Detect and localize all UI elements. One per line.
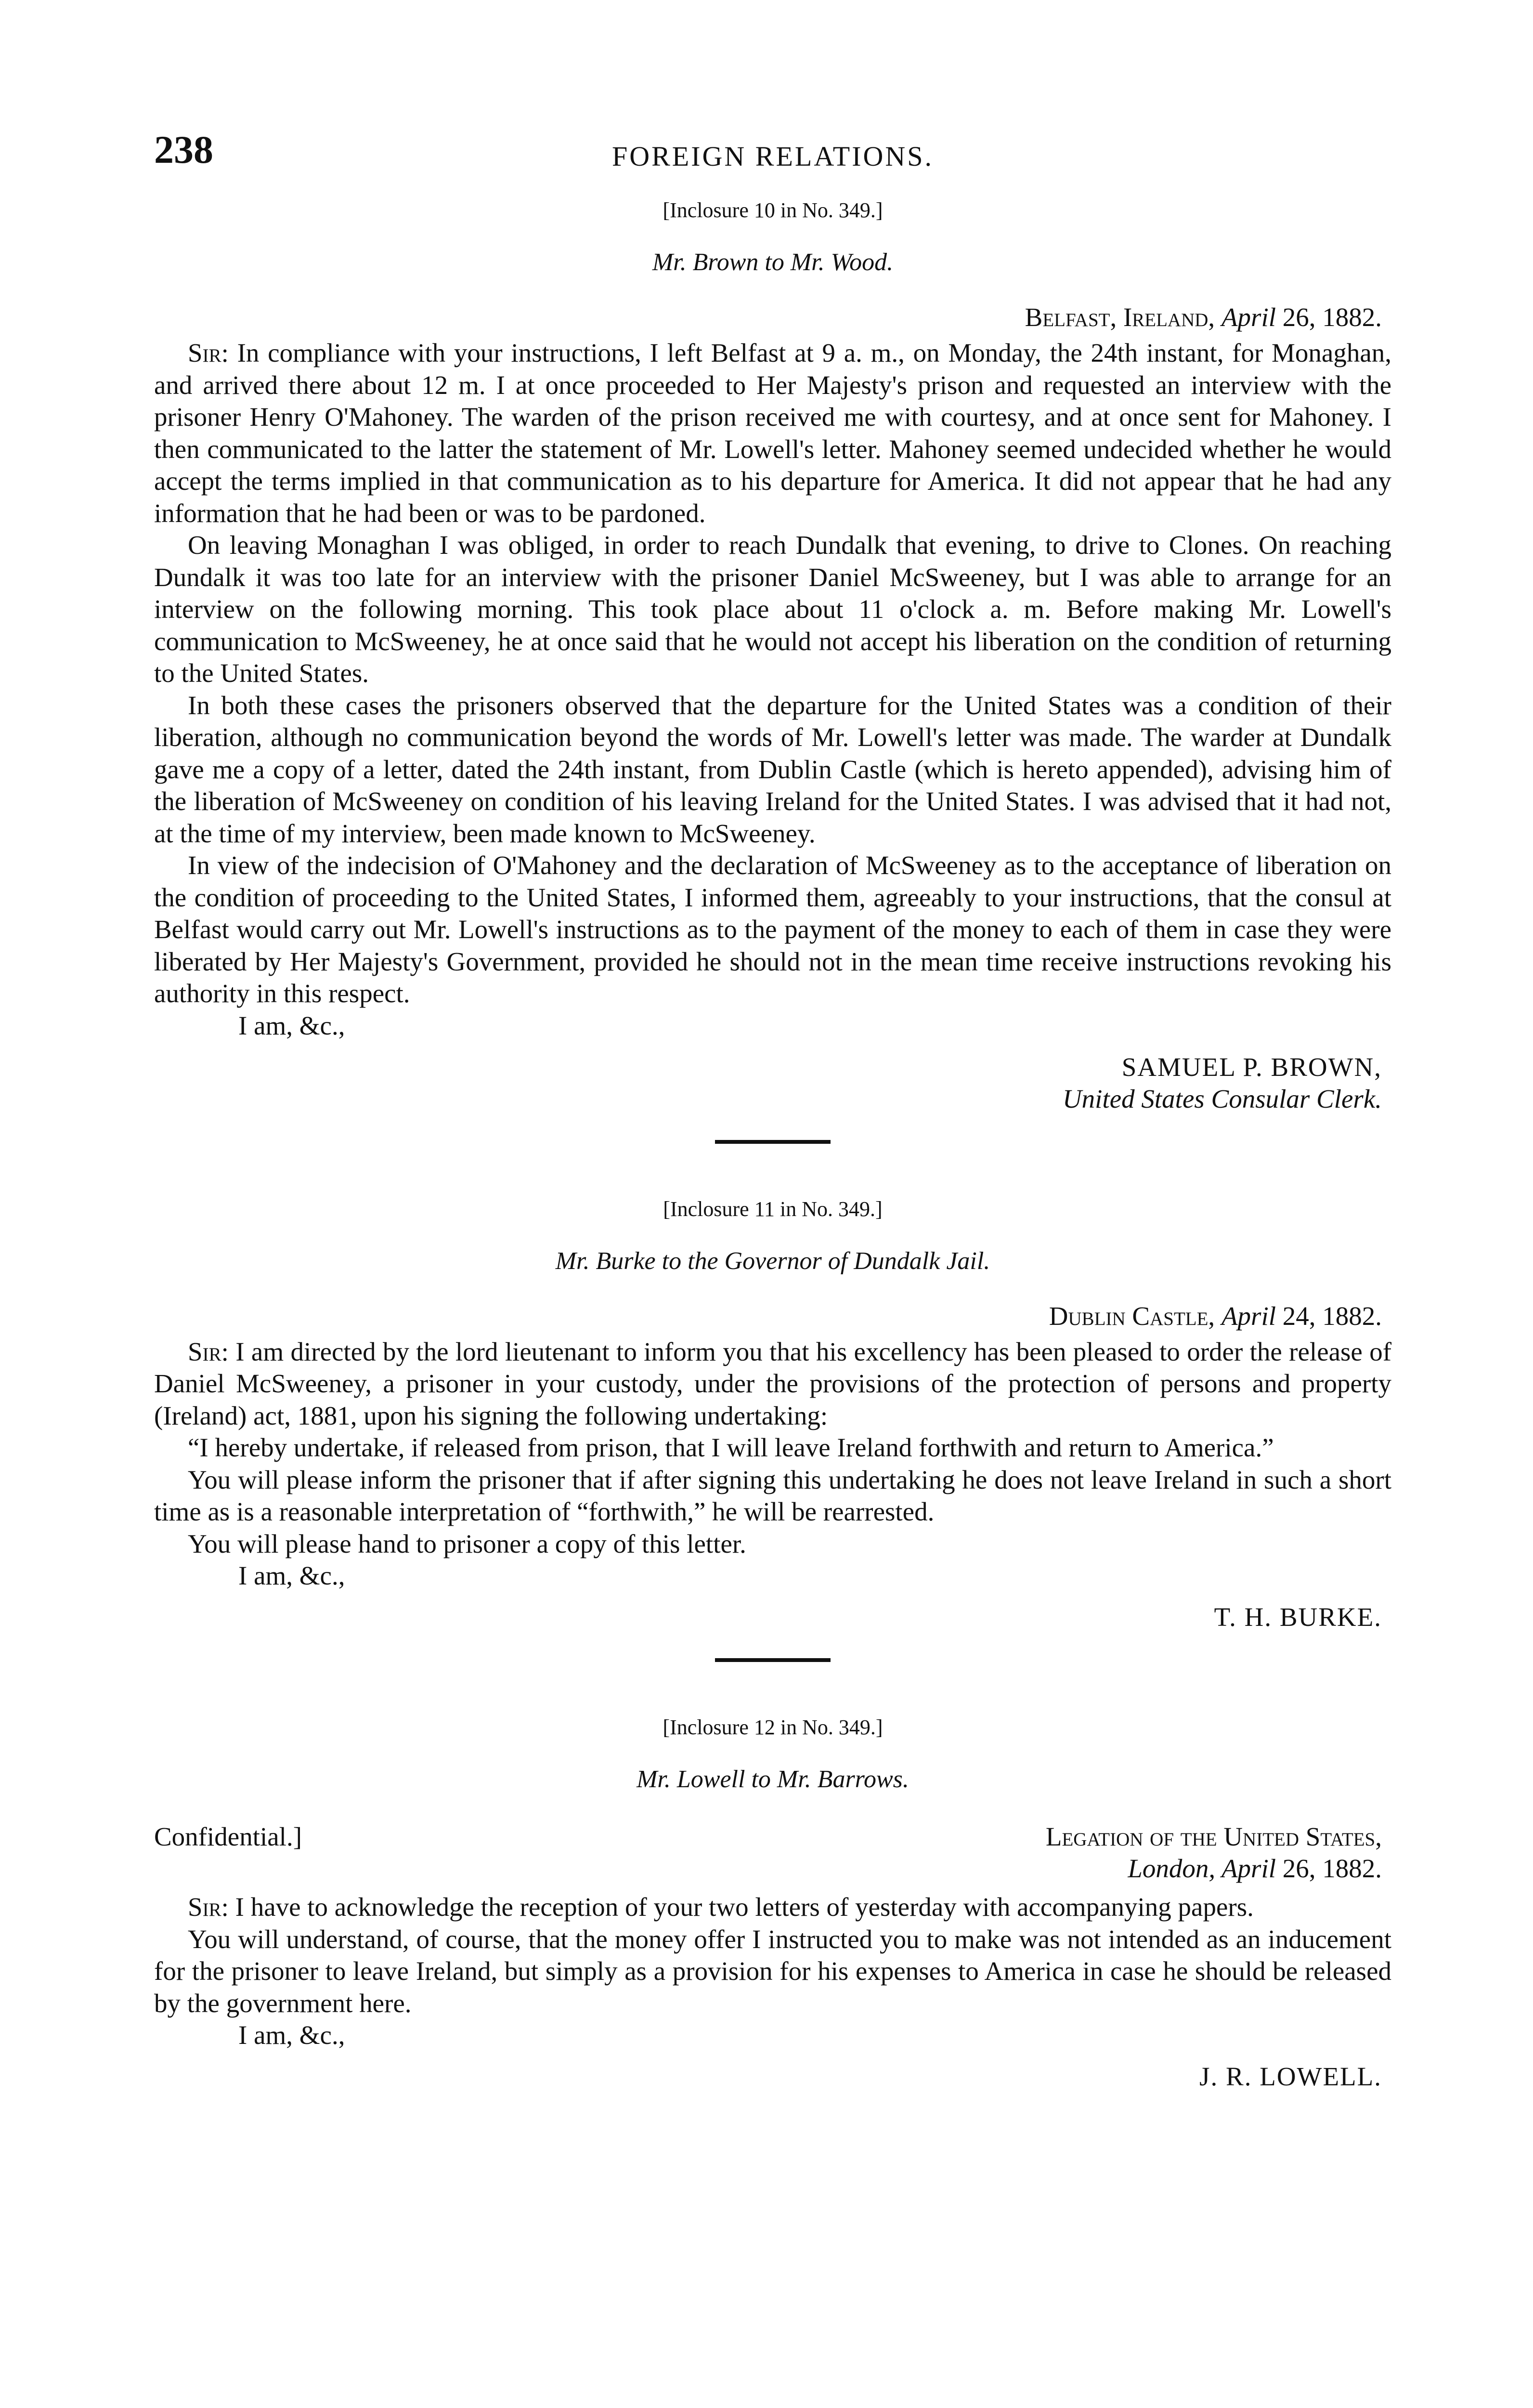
paragraph-text: I have to acknowledge the reception of your two letters of yesterday with accompanying papers. xyxy=(235,1892,1254,1922)
confidential-label: Confidential.] xyxy=(154,1822,302,1851)
closing: I am, &c., xyxy=(238,2020,345,2050)
inclosure-heading: [Inclosure 11 in No. 349.] xyxy=(663,1197,883,1221)
paragraph-text: I am directed by the lord lieutenant to inform you that his excellency has been pleased to order the release of Daniel McSweeney, a prisoner in your custody, under the provisions of the protection of persons and property (Ireland) act, 1881, upon his signing the following undertaking: xyxy=(154,1336,1392,1430)
dateline-date: 24, 1882. xyxy=(1282,1301,1382,1331)
signature: J. R. LOWELL. xyxy=(1199,2062,1382,2091)
page-header xyxy=(154,130,1391,183)
inclosure-heading: [Inclosure 10 in No. 349.] xyxy=(663,198,883,222)
signature: T. H. BURKE. xyxy=(1214,1602,1382,1632)
dateline-city-month: London, April xyxy=(1128,1854,1276,1883)
dateline-month: April xyxy=(1221,302,1276,332)
letter-body xyxy=(154,337,1391,1010)
inclosure-10 xyxy=(154,200,1391,1115)
inclosure-12 xyxy=(154,1717,1391,2093)
quoted-undertaking: “I hereby undertake, if released from prison, that I will leave Ireland forthwith and return to America.” xyxy=(188,1433,1274,1462)
letter-title: Mr. Lowell to Mr. Barrows. xyxy=(637,1766,909,1793)
dateline-place: Dublin Castle, xyxy=(1049,1301,1215,1331)
letter-title: Mr. Brown to Mr. Wood. xyxy=(652,249,894,276)
dateline xyxy=(154,304,1391,330)
paragraph: In view of the indecision of O'Mahoney and the declaration of McSweeney as to the acceptance of liberation on the condition of proceeding to the United States, I informed them, agreeably to your instructions, that the consul at Belfast would carry out Mr. Lowell's instructions as to the payment of the money to each of them in case they were liberated by Her Majesty's Government, provided he should not in the mean time receive instructions revoking his authority in this respect. xyxy=(154,851,1391,1008)
document-page xyxy=(154,130,1391,2093)
running-head: FOREIGN RELATIONS. xyxy=(611,141,934,172)
dateline xyxy=(154,1821,1391,1853)
paragraph xyxy=(154,1891,1391,1924)
closing: I am, &c., xyxy=(238,1561,345,1590)
salutation: Sir: xyxy=(188,1336,229,1366)
page-number: 238 xyxy=(154,128,213,171)
salutation: Sir: xyxy=(188,1892,229,1922)
paragraph: You will please inform the prisoner that if after signing this undertaking he does not leave Ireland in such a short time as is a reasonable interpretation of “forthwith,” he will be rearrested. xyxy=(154,1465,1391,1526)
paragraph-text: In compliance with your instructions, I left Belfast at 9 a. m., on Monday, the 24th instant, for Monaghan, and arrived there about 12 m. I at once proceeded to Her Majesty's prison and requested an interview with the prisoner Henry O'Mahoney. The warden of the prison received me with courtesy, and at once sent for Mahoney. I then communicated to the latter the statement of Mr. Lowell's letter. Mahoney seemed undecided whether he would accept the terms implied in that communication as to his departure for America. It did not appear that he had any information that he had been or was to be pardoned. xyxy=(154,338,1391,528)
letter-body xyxy=(154,1336,1391,1560)
paragraph: In both these cases the prisoners observed that the departure for the United States was a condition of their liberation, although no communication beyond the words of Mr. Lowell's letter was made. The warder at Dundalk gave me a copy of a letter, dated the 24th instant, from Dublin Castle (which is hereto appended), advising him of the liberation of McSweeney on condition of his leaving Ireland for the United States. I was advised that it had not, at the time of my interview, been made known to McSweeney. xyxy=(154,690,1391,848)
salutation: Sir: xyxy=(188,338,229,367)
dateline-place: Belfast, Ireland, xyxy=(1025,302,1215,332)
paragraph: You will understand, of course, that the money offer I instructed you to make was not intended as an inducement for the prisoner to leave Ireland, but simply as a provision for his expenses to America in case he should be released by the government here. xyxy=(154,1924,1391,2018)
paragraph xyxy=(154,337,1391,529)
dateline-month: April xyxy=(1221,1301,1276,1331)
dateline-second-line xyxy=(154,1853,1391,1885)
paragraph: On leaving Monaghan I was obliged, in order to reach Dundalk that evening, to drive to Clones. On reaching Dundalk it was too late for an interview with the prisoner Daniel McSweeney, but I was able to arrange for an interview on the following morning. This took place about 11 o'clock a. m. Before making Mr. Lowell's communication to McSweeney, he at once said that he would not accept his liberation on the condition of returning to the United States. xyxy=(154,530,1391,688)
dateline xyxy=(154,1303,1391,1329)
dateline-place: Legation of the United States, xyxy=(1045,1822,1382,1851)
section-divider xyxy=(715,1140,831,1144)
inclosure-heading: [Inclosure 12 in No. 349.] xyxy=(663,1715,883,1739)
paragraph: You will please hand to prisoner a copy of this letter. xyxy=(188,1529,746,1558)
inclosure-11 xyxy=(154,1199,1391,1634)
section-divider xyxy=(715,1658,831,1662)
signature: SAMUEL P. BROWN, xyxy=(1121,1052,1382,1082)
letter-title: Mr. Burke to the Governor of Dundalk Jail. xyxy=(555,1247,990,1275)
dateline-date: 26, 1882. xyxy=(1282,302,1382,332)
closing: I am, &c., xyxy=(238,1010,345,1040)
signature-title: United States Consular Clerk. xyxy=(1062,1084,1382,1113)
letter-body xyxy=(154,1891,1391,2019)
dateline-date: 26, 1882. xyxy=(1282,1854,1382,1883)
paragraph xyxy=(154,1336,1391,1432)
